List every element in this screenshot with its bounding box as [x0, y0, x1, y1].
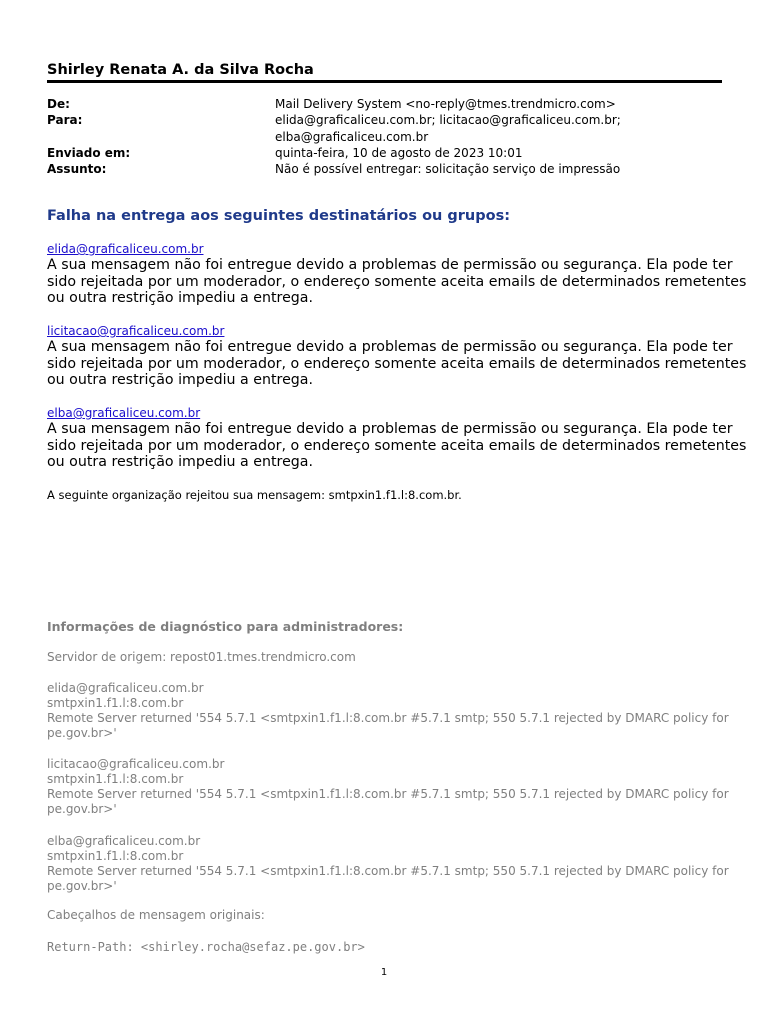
recipient-block	[47, 242, 747, 307]
diagnostic-error: Remote Server returned '554 5.7.1 <smtpxin1.f1.l:8.com.br #5.7.1 smtp; 550 5.7.1 rejected by DMARC policy for	[47, 787, 729, 801]
diagnostic-error: Remote Server returned '554 5.7.1 <smtpxin1.f1.l:8.com.br #5.7.1 smtp; 550 5.7.1 rejected by DMARC policy for	[47, 711, 729, 725]
recipient-message-line: sido rejeitada por um moderador, o endereço somente aceita emails de determinados remetentes	[47, 355, 747, 372]
to-value-line1: elida@graficaliceu.com.br; licitacao@graficaliceu.com.br;	[275, 113, 621, 127]
diagnostic-error: Remote Server returned '554 5.7.1 <smtpxin1.f1.l:8.com.br #5.7.1 smtp; 550 5.7.1 rejected by DMARC policy for	[47, 864, 729, 878]
diagnostic-entry	[47, 757, 729, 817]
diagnostic-email: licitacao@graficaliceu.com.br	[47, 757, 225, 771]
sent-label: Enviado em:	[47, 146, 131, 160]
title-divider	[47, 80, 722, 83]
recipient-message-line: A sua mensagem não foi entregue devido a problemas de permissão ou segurança. Ela pode ter	[47, 339, 733, 355]
sender-name: Shirley Renata A. da Silva Rocha	[47, 62, 314, 78]
rejecting-organization: A seguinte organização rejeitou sua mensagem: smtpxin1.f1.l:8.com.br.	[47, 488, 462, 502]
origin-server: Servidor de origem: repost01.tmes.trendmicro.com	[47, 650, 356, 664]
diagnostic-heading: Informações de diagnóstico para administradores:	[47, 619, 404, 634]
sent-value: quinta-feira, 10 de agosto de 2023 10:01	[275, 146, 523, 160]
recipient-block	[47, 406, 747, 471]
diagnostic-server: smtpxin1.f1.l:8.com.br	[47, 696, 184, 710]
to-value-line2: elba@graficaliceu.com.br	[275, 130, 429, 144]
diagnostic-error: pe.gov.br>'	[47, 802, 117, 816]
recipient-message-line: sido rejeitada por um moderador, o endereço somente aceita emails de determinados remetentes	[47, 273, 747, 290]
diagnostic-entry	[47, 681, 729, 741]
recipient-message-line: sido rejeitada por um moderador, o endereço somente aceita emails de determinados remetentes	[47, 437, 747, 454]
recipient-message-line: ou outra restrição impediu a entrega.	[47, 454, 314, 470]
diagnostic-server: smtpxin1.f1.l:8.com.br	[47, 849, 184, 863]
recipient-email-link[interactable]: licitacao@graficaliceu.com.br	[47, 324, 225, 338]
recipient-email-link[interactable]: elba@graficaliceu.com.br	[47, 406, 201, 420]
subject-value: Não é possível entregar: solicitação serviço de impressão	[275, 162, 621, 176]
failure-heading: Falha na entrega aos seguintes destinatários ou grupos:	[47, 208, 511, 224]
original-headers-label: Cabeçalhos de mensagem originais:	[47, 908, 265, 922]
diagnostic-email: elba@graficaliceu.com.br	[47, 834, 201, 848]
recipient-message-line: ou outra restrição impediu a entrega.	[47, 290, 314, 306]
recipient-message-line: ou outra restrição impediu a entrega.	[47, 372, 314, 388]
page-number: 1	[380, 967, 388, 978]
recipient-block	[47, 324, 747, 389]
recipient-email-link[interactable]: elida@graficaliceu.com.br	[47, 242, 204, 256]
from-value: Mail Delivery System <no-reply@tmes.trendmicro.com>	[275, 97, 616, 111]
diagnostic-error: pe.gov.br>'	[47, 879, 117, 893]
return-path-header: Return-Path: <shirley.rocha@sefaz.pe.gov.br>	[47, 940, 365, 954]
recipient-message-line: A sua mensagem não foi entregue devido a problemas de permissão ou segurança. Ela pode ter	[47, 257, 733, 273]
to-label: Para:	[47, 113, 83, 127]
subject-label: Assunto:	[47, 162, 107, 176]
diagnostic-email: elida@graficaliceu.com.br	[47, 681, 204, 695]
from-label: De:	[47, 97, 70, 111]
recipient-message-line: A sua mensagem não foi entregue devido a problemas de permissão ou segurança. Ela pode ter	[47, 421, 733, 437]
diagnostic-error: pe.gov.br>'	[47, 726, 117, 740]
diagnostic-entry	[47, 834, 729, 894]
diagnostic-server: smtpxin1.f1.l:8.com.br	[47, 772, 184, 786]
